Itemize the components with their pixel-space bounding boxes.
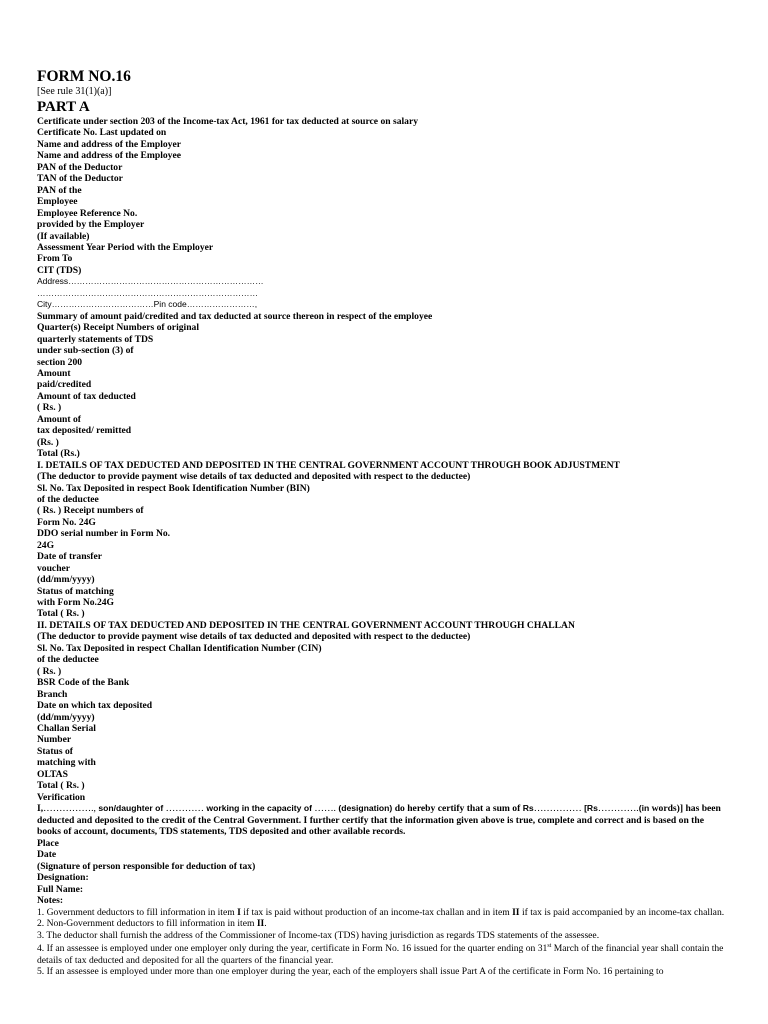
form-line: (The deductor to provide payment wise details of tax deducted and deposited with respect to the deductee): [37, 471, 471, 483]
form-line: tax deposited/ remitted: [37, 425, 132, 437]
form-field-label: Assessment Year Period with the Employer: [37, 241, 214, 253]
form-line: Amount of: [37, 413, 81, 425]
form-field-label: PAN of the: [37, 184, 82, 196]
signature-line: Full Name:: [37, 883, 84, 895]
form-line: I. DETAILS OF TAX DEDUCTED AND DEPOSITED IN THE CENTRAL GOVERNMENT ACCOUNT THROUGH BOOK ADJUSTMENT: [37, 459, 620, 471]
form-field-label: Name and address of the Employee: [37, 150, 181, 162]
form-line: (dd/mm/yyyy): [37, 574, 95, 586]
note-2: 2. Non-Government deductors to fill information in item II.: [37, 918, 267, 930]
form-line: Amount of tax deducted: [37, 390, 136, 402]
form-line: Status of matching: [37, 585, 114, 597]
form-line: Summary of amount paid/credited and tax deducted at source thereon in respect of the employee: [37, 310, 433, 322]
form-line: voucher: [37, 562, 71, 574]
signature-line: (Signature of person responsible for deduction of tax): [37, 860, 256, 872]
signature-line: Designation:: [37, 872, 89, 884]
form-title: FORM NO.16: [37, 68, 131, 85]
form-line: Sl. No. Tax Deposited in respect Book Identification Number (BIN): [37, 482, 310, 494]
form-line: Date on which tax deposited: [37, 700, 153, 712]
address-line: City………………………………Pin code……………………,: [37, 299, 258, 310]
form-line: Amount: [37, 367, 71, 379]
note-1: 1. Government deductors to fill information in item I if tax is paid without production of an income-tax challan and in item II if tax is paid accompanied by an income-tax challan.: [37, 906, 725, 918]
form-line: under sub-section (3) of: [37, 345, 134, 357]
form-line: Challan Serial: [37, 723, 96, 735]
form-field-label: provided by the Employer: [37, 219, 145, 231]
note-3: 3. The deductor shall furnish the address of the Commissioner of Income-tax (TDS) having jurisdiction as regards TDS statements of the assessee.: [37, 929, 600, 941]
verification-statement: I,……………., son/daughter of ………… working in the capacity of ……. (designation) do hereby certify that a sum of Rs…………… [Rs………….(in words)] has been deducted and deposited to the credit of the Central Government. I further certify that the information given above is true, complete and correct and is based on the books of account, documents, TDS statements, TDS deposited and other available records.: [37, 803, 721, 838]
form-line: 24G: [37, 539, 55, 551]
form-field-label: (If available): [37, 230, 90, 242]
form-field-label: PAN of the Deductor: [37, 161, 123, 173]
form-line: Date of transfer: [37, 551, 102, 563]
form-line: Number: [37, 734, 72, 746]
form-field-label: Name and address of the Employer: [37, 138, 181, 150]
form-line: ( Rs. ): [37, 402, 62, 414]
form-line: Total ( Rs. ): [37, 608, 85, 620]
form-line: quarterly statements of TDS: [37, 333, 154, 345]
part-a-fields: [37, 116, 728, 276]
form-line: Verification: [37, 791, 86, 803]
form-line: (The deductor to provide payment wise details of tax deducted and deposited with respect to the deductee): [37, 631, 471, 643]
form-line: (Rs. ): [37, 436, 59, 448]
form-line: paid/credited: [37, 379, 92, 391]
form-line: Sl. No. Tax Deposited in respect Challan Identification Number (CIN): [37, 642, 322, 654]
form-line: of the deductee: [37, 654, 99, 666]
cit-address-block: [37, 276, 728, 310]
address-line: ……………………………………………………………………: [37, 287, 258, 298]
form-line: Quarter(s) Receipt Numbers of original: [37, 322, 199, 334]
form-line: Status of: [37, 745, 73, 757]
form-line: BSR Code of the Bank: [37, 677, 130, 689]
form-line: section 200: [37, 356, 83, 368]
form-line: with Form No.24G: [37, 597, 115, 609]
form-line: Form No. 24G: [37, 516, 96, 528]
form-line: II. DETAILS OF TAX DEDUCTED AND DEPOSITED IN THE CENTRAL GOVERNMENT ACCOUNT THROUGH CHALLAN: [37, 619, 575, 631]
form-line: Total (Rs.): [37, 448, 80, 460]
form-field-label: CIT (TDS): [37, 264, 82, 276]
form-field-label: Certificate under section 203 of the Income-tax Act, 1961 for tax deducted at source on salary: [37, 116, 419, 127]
form-line: DDO serial number in Form No.: [37, 528, 171, 540]
signature-block: [37, 838, 728, 907]
form-line: (dd/mm/yyyy): [37, 711, 95, 723]
form-field-label: Employee Reference No.: [37, 207, 138, 219]
address-line: Address……………………………………………………………: [37, 276, 264, 287]
form-field-label: Certificate No. Last updated on: [37, 127, 167, 139]
signature-line: Notes:: [37, 895, 64, 907]
signature-line: Date: [37, 849, 57, 861]
summary-and-details: [37, 311, 728, 803]
form-line: Branch: [37, 688, 68, 700]
part-a-heading: PART A: [37, 99, 90, 115]
form-line: matching with: [37, 757, 96, 769]
note-5: 5. If an assessee is employed under more than one employer during the year, each of the employers shall issue Part A of the certificate in Form No. 16 pertaining to: [37, 966, 664, 978]
rule-reference: [See rule 31(1)(a)]: [37, 86, 112, 97]
form-field-label: From To: [37, 253, 73, 265]
form-field-label: Employee: [37, 196, 78, 208]
form-line: Total ( Rs. ): [37, 780, 85, 792]
form-line: OLTAS: [37, 768, 68, 780]
form-line: ( Rs. ) Receipt numbers of: [37, 505, 144, 517]
signature-line: Place: [37, 837, 59, 849]
form-line: ( Rs. ): [37, 665, 62, 677]
note-4: 4. If an assessee is employed under one employer only during the year, certificate in Form No. 16 issued for the quarter ending on 31st March of the financial year shall contain the details of tax deducted and deposited for all the quarters of the financial year.: [37, 943, 724, 966]
form-line: of the deductee: [37, 493, 99, 505]
form-field-label: TAN of the Deductor: [37, 173, 123, 185]
